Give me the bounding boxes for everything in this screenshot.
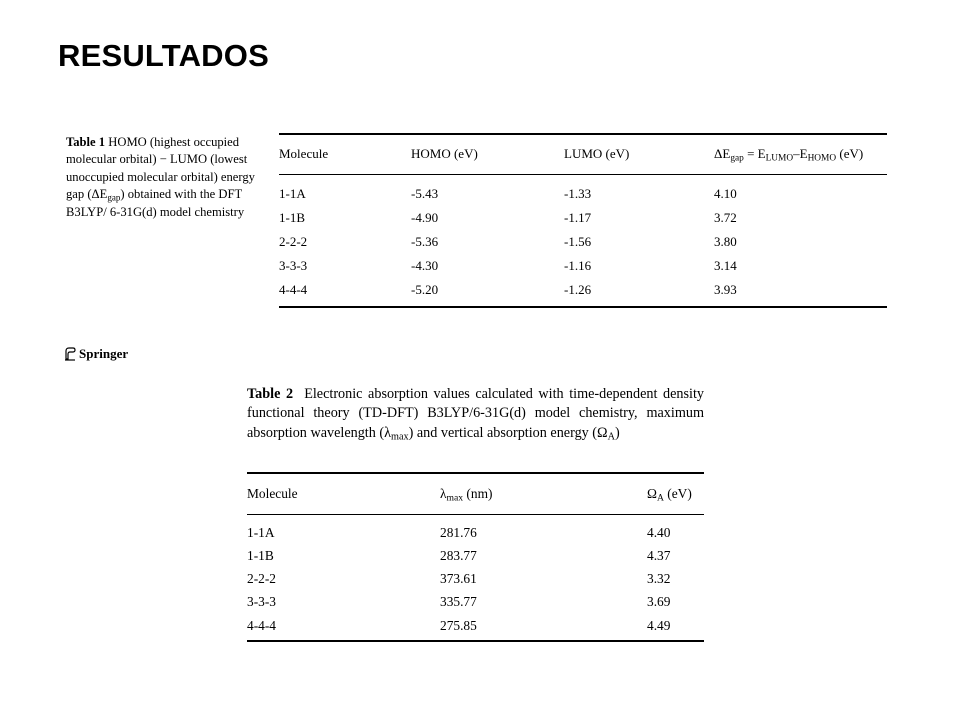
cell-omega: 4.40 [647, 524, 671, 540]
table2 [247, 472, 704, 642]
cell-gap: 3.72 [714, 210, 737, 226]
table2-caption: Table 2 Electronic absorption values calculated with time-dependent density functional theory (TD-DFT) B3LYP/6-31G(d) model chemistry, maximum absorption wavelength $(\lambda_{max})$ and vertical absorption energy $(\Omega_A)$ [247, 386, 704, 443]
cell-omega: 4.49 [647, 617, 671, 633]
cell-molecule: 1-1A [247, 524, 275, 540]
cell-lumo: -1.26 [564, 282, 592, 298]
table1-caption-label: Table 1 [66, 135, 106, 149]
cell-lumo: -1.56 [564, 234, 592, 250]
table1-caption-text2: ) obtained with the DFT B3LYP/ 6-31G(d) model chemistry [66, 187, 245, 219]
cell-molecule: 3-3-3 [279, 258, 308, 274]
cell-molecule: 4-4-4 [279, 282, 308, 298]
table2-header-row [247, 474, 704, 514]
cell-lumo: -1.17 [564, 210, 592, 226]
cell-lambda: 283.77 [440, 547, 477, 563]
cell-gap: 3.14 [714, 258, 737, 274]
table1-header-molecule: Molecule [279, 146, 329, 162]
cell-molecule: 2-2-2 [247, 571, 277, 587]
cell-omega: 3.32 [647, 571, 671, 587]
cell-gap: 3.80 [714, 234, 737, 250]
table-row [247, 544, 704, 567]
cell-lambda: 373.61 [440, 571, 477, 587]
cell-lambda: 275.85 [440, 617, 477, 633]
table1-caption-sub: gap [107, 192, 121, 203]
table1 [279, 133, 887, 308]
cell-molecule: 4-4-4 [247, 617, 277, 633]
table-row [279, 175, 887, 206]
cell-lambda: 281.76 [440, 524, 477, 540]
table2-bottom-rule [247, 640, 704, 642]
table2-header-lambda: $\lambda_{max}$ (nm) [440, 485, 493, 503]
table-row [247, 568, 704, 591]
cell-homo: -4.30 [411, 258, 439, 274]
table-row [279, 254, 887, 278]
cell-lumo: -1.16 [564, 258, 592, 274]
cell-molecule: 2-2-2 [279, 234, 308, 250]
cell-omega: 4.37 [647, 547, 671, 563]
slide-title: RESULTADOS [58, 38, 269, 73]
table2-caption-label: Table 2 [247, 386, 294, 402]
springer-mark [64, 346, 128, 362]
cell-homo: -4.90 [411, 210, 439, 226]
cell-homo: -5.20 [411, 282, 439, 298]
table2-caption-text: Electronic absorption values calculated with time-dependent density functional theory (TD-DFT) B3LYP/6-31G(d) model chemistry, maximum absorption wavelength (λ [247, 386, 704, 441]
table-row [247, 591, 704, 614]
springer-label: Springer [79, 346, 129, 361]
table1-caption [66, 134, 266, 221]
table-row [279, 206, 887, 230]
table1-caption-text: HOMO (highest occupied molecular orbital) − LUMO (lowest unoccupied molecular orbital) energy gap (ΔE [66, 135, 255, 202]
table1-header-gap: $\Delta E_{gap} = E_{LUMO}-E_{HOMO}$ (eV) [714, 146, 864, 164]
cell-omega: 3.69 [647, 594, 671, 610]
table2-header-molecule: Molecule [247, 485, 298, 501]
table-row [279, 278, 887, 306]
table-row [247, 515, 704, 544]
cell-gap: 3.93 [714, 282, 737, 298]
cell-molecule: 3-3-3 [247, 594, 277, 610]
cell-lambda: 335.77 [440, 594, 477, 610]
springer-logo-icon [64, 347, 76, 361]
table2-header-omega: $\Omega_A$ (eV) [647, 485, 692, 503]
table-row [279, 230, 887, 254]
table1-header-row [279, 135, 887, 174]
table-row [247, 614, 704, 640]
cell-molecule: 1-1B [279, 210, 305, 226]
cell-homo: -5.43 [411, 186, 439, 202]
table1-header-lumo: LUMO (eV) [564, 146, 630, 162]
table1-header-homo: HOMO (eV) [411, 146, 478, 162]
cell-lumo: -1.33 [564, 186, 592, 202]
cell-gap: 4.10 [714, 186, 737, 202]
cell-homo: -5.36 [411, 234, 439, 250]
cell-molecule: 1-1B [247, 547, 274, 563]
cell-molecule: 1-1A [279, 186, 306, 202]
table1-bottom-rule [279, 306, 887, 308]
